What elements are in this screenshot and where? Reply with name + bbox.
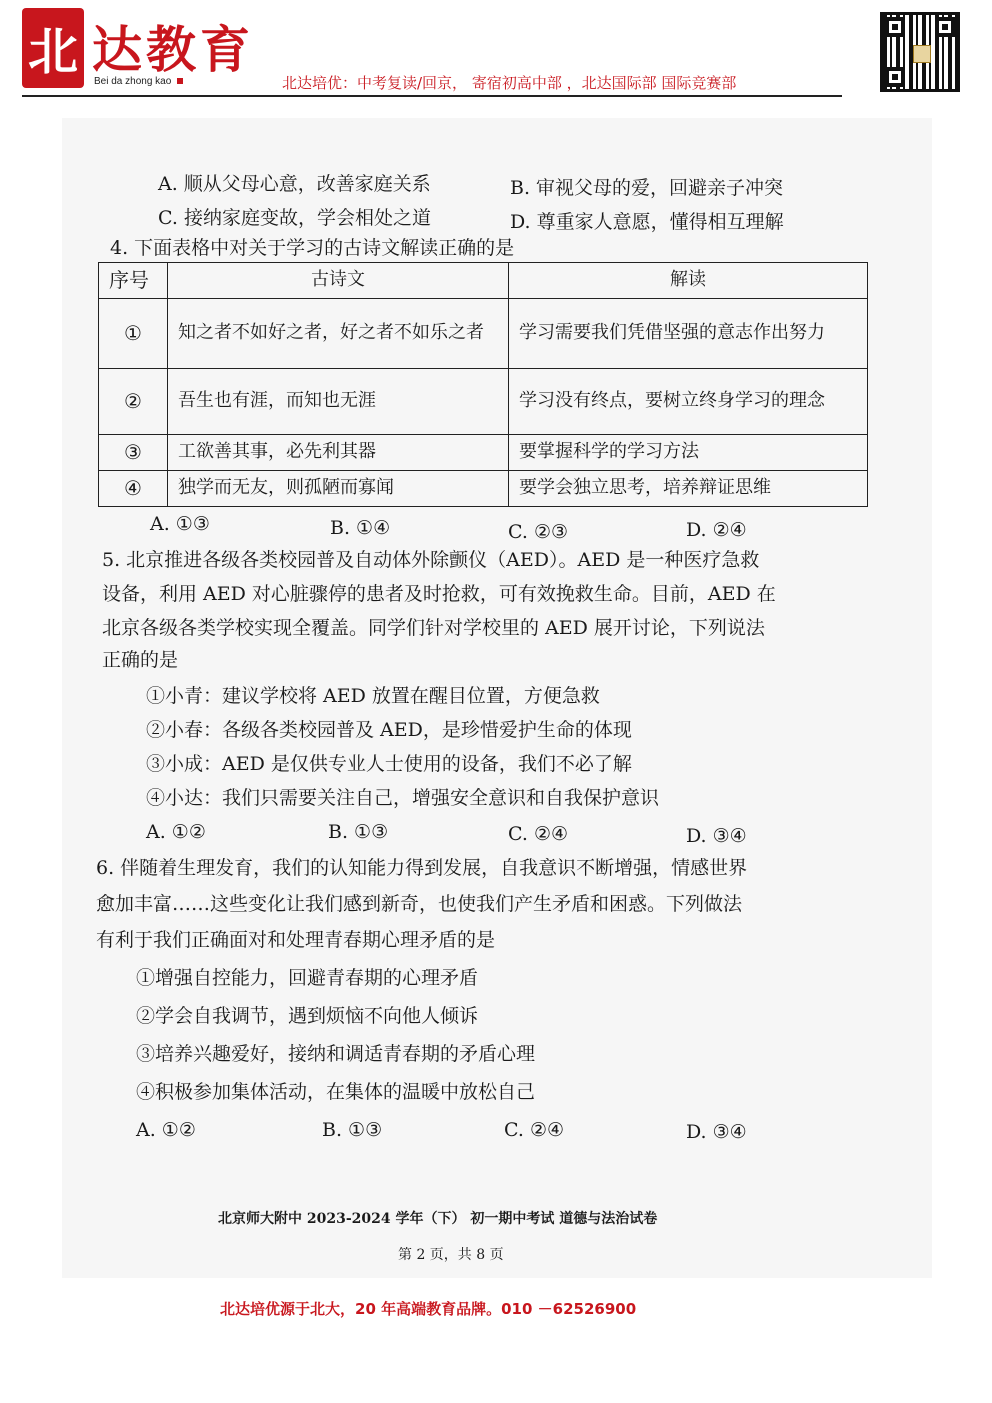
q6-option-b: B. ①③ <box>322 1119 383 1141</box>
table-row <box>99 435 868 471</box>
q5-stem-line-3: 北京各级各类学校实现全覆盖。同学们针对学校里的 AED 展开讨论，下列说法 <box>102 617 765 639</box>
q5-option-d: D. ③④ <box>686 825 747 847</box>
table-cell-index: ④ <box>99 471 168 507</box>
q6-option-c: C. ②④ <box>504 1119 565 1141</box>
q4-option-b: B. ①④ <box>330 517 391 539</box>
table-cell-index: ② <box>99 369 168 435</box>
table-cell-poem: 知之者不如好之者，好之者不如乐之者 <box>168 299 509 369</box>
q5-option-c: C. ②④ <box>508 823 569 845</box>
logo-char: 北 <box>28 22 78 81</box>
q3-option-b: B. 审视父母的爱，回避亲子冲突 <box>510 177 784 199</box>
table-cell-reading: 学习需要我们凭借坚强的意志作出努力 <box>509 299 868 369</box>
page-number: 第 2 页，共 8 页 <box>398 1247 504 1263</box>
table-cell-reading: 学习没有终点，要树立终身学习的理念 <box>509 369 868 435</box>
footer-advertisement: 北达培优源于北大，20 年高端教育品牌。010 －62526900 <box>220 1300 637 1318</box>
table-row <box>99 471 868 507</box>
table-header-row <box>99 263 868 299</box>
q6-stem-line-1: 6. 伴随着生理发育，我们的认知能力得到发展，自我意识不断增强，情感世界 <box>96 857 748 879</box>
header-divider <box>22 95 842 97</box>
header-slogan: 北达培优：中考复读/回京， 寄宿初高中部 ，北达国际部 国际竞赛部 <box>282 74 737 92</box>
q6-statement-2: ②学会自我调节，遇到烦恼不向他人倾诉 <box>136 1005 479 1027</box>
q3-option-c: C. 接纳家庭变故，学会相处之道 <box>158 207 431 229</box>
q3-option-d: D. 尊重家人意愿，懂得相互理解 <box>510 211 784 233</box>
q4-option-a: A. ①③ <box>150 513 210 535</box>
brand-name: 达教育 <box>92 20 254 79</box>
q6-stem-line-2: 愈加丰富……这些变化让我们感到新奇，也使我们产生矛盾和困惑。下列做法 <box>96 893 743 915</box>
q4-option-d: D. ②④ <box>686 519 747 541</box>
q6-option-a: A. ①② <box>136 1119 196 1141</box>
q4-option-c: C. ②③ <box>508 521 569 543</box>
q5-statement-4: ④小达：我们只需要关注自己，增强安全意识和自我保护意识 <box>146 787 660 809</box>
table-cell-reading: 要学会独立思考，培养辩证思维 <box>509 471 868 507</box>
q6-stem-line-3: 有利于我们正确面对和处理青春期心理矛盾的是 <box>96 929 496 951</box>
q5-option-a: A. ①② <box>146 821 206 843</box>
table-cell-reading: 要掌握科学的学习方法 <box>509 435 868 471</box>
table-cell-index: ① <box>99 299 168 369</box>
q5-statement-2: ②小春：各级各类校园普及 AED，是珍惜爱护生命的体现 <box>146 719 632 741</box>
q4-table <box>98 262 868 507</box>
q5-statement-3: ③小成：AED 是仅供专业人士使用的设备，我们不必了解 <box>146 753 632 775</box>
q5-option-b: B. ①③ <box>328 821 389 843</box>
q6-statement-3: ③培养兴趣爱好，接纳和调适青春期的矛盾心理 <box>136 1043 536 1065</box>
q5-statement-1: ①小青：建议学校将 AED 放置在醒目位置，方便急救 <box>146 685 600 707</box>
q4-stem: 4. 下面表格中对关于学习的古诗文解读正确的是 <box>110 237 515 259</box>
qr-code-icon <box>880 12 960 92</box>
table-header-poem: 古诗文 <box>168 263 509 299</box>
brand-logo <box>22 8 84 88</box>
q6-statement-4: ④积极参加集体活动，在集体的温暖中放松自己 <box>136 1081 536 1103</box>
table-cell-poem: 独学而无友，则孤陋而寡闻 <box>168 471 509 507</box>
q6-statement-1: ①增强自控能力，回避青春期的心理矛盾 <box>136 967 479 989</box>
table-header-reading: 解读 <box>509 263 868 299</box>
table-cell-poem: 工欲善其事，必先利其器 <box>168 435 509 471</box>
q6-option-d: D. ③④ <box>686 1121 747 1143</box>
q3-option-a: A. 顺从父母心意，改善家庭关系 <box>158 173 431 195</box>
exam-title-footer: 北京师大附中 2023-2024 学年（下） 初一期中考试 道德与法治试卷 <box>218 1211 658 1227</box>
table-header-index: 序号 <box>99 263 168 299</box>
table-row <box>99 299 868 369</box>
table-cell-index: ③ <box>99 435 168 471</box>
q5-stem-line-4: 正确的是 <box>102 649 179 671</box>
brand-subtitle: Bei da zhong kao <box>94 76 183 87</box>
table-cell-poem: 吾生也有涯，而知也无涯 <box>168 369 509 435</box>
q5-stem-line-1: 5. 北京推进各级各类校园普及自动体外除颤仪（AED）。AED 是一种医疗急救 <box>102 549 760 571</box>
q5-stem-line-2: 设备，利用 AED 对心脏骤停的患者及时抢救，可有效挽救生命。目前，AED 在 <box>102 583 776 605</box>
table-row <box>99 369 868 435</box>
